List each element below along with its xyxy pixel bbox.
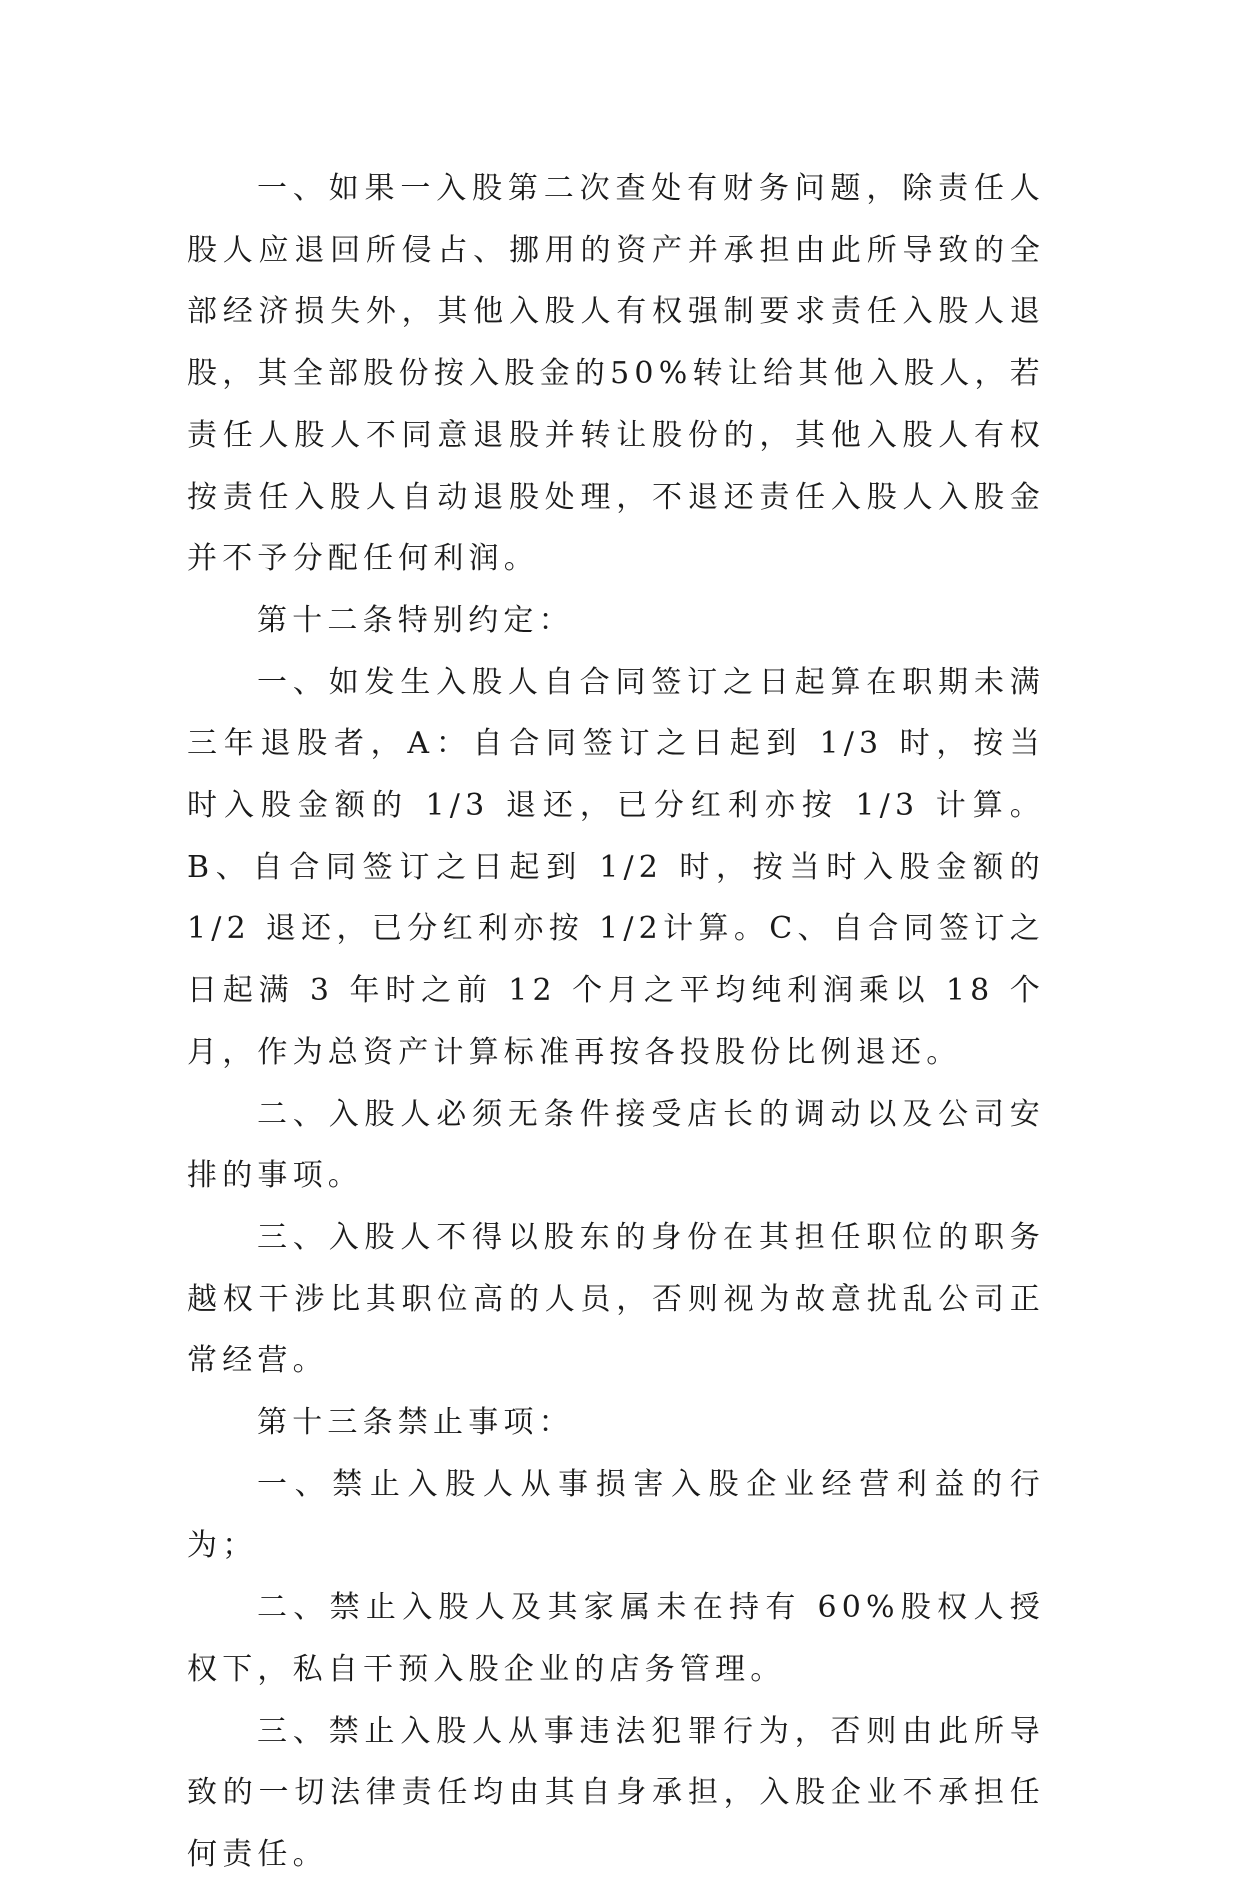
- paragraph-accept-transfer: 二、入股人必须无条件接受店长的调动以及公司安排的事项。: [187, 1096, 1045, 1194]
- heading-article-13: 第十三条禁止事项：: [257, 1405, 574, 1441]
- paragraph-breach-penalty: 一、如果一入股第二次查处有财务问题，除责任人股人应退回所侵占、挪用的资产并承担由此所导致的全部经济损失外，其他入股人有权强制要求责任入股人退股，其全部股份按入股金的50%转让给其他入股人，若责任人股人不同意退股并转让股份的，其他入股人有权按责任入股人自动退股处理，不退还责任入股人入股金并不予分配任何利润。: [187, 171, 1045, 577]
- paragraph-prohibit-interference: 二、禁止入股人及其家属未在持有 60%股权人授权下，私自干预入股企业的店务管理。: [187, 1590, 1045, 1687]
- paragraph-prohibit-illegal: 三、禁止入股人从事违法犯罪行为，否则由此所导致的一切法律责任均由其自身承担，入股企业不承担任何责任。: [187, 1713, 1045, 1872]
- document-body: [187, 158, 1045, 1886]
- heading-article-12: 第十二条特别约定：: [257, 602, 574, 638]
- paragraph-prohibit-harm: 一、禁止入股人从事损害入股企业经营利益的行为；: [187, 1466, 1045, 1564]
- paragraph-no-overreach: 三、入股人不得以股东的身份在其担任职位的职务越权干涉比其职位高的人员，否则视为故意扰乱公司正常经营。: [187, 1219, 1045, 1379]
- paragraph-early-withdrawal: 一、如发生入股人自合同签订之日起算在职期未满三年退股者，A：自合同签订之日起到 1/3 时，按当时入股金额的 1/3 退还，已分红利亦按 1/3 计算。B、自合同签订之日起到 1/2 时，按当时入股金额的 1/2 退还，已分红利亦按 1/2计算。C、自合同签订之日起满 3 年时之前 12 个月之平均纯利润乘以 18 个月，作为总资产计算标准再按各投股份比例退还。: [187, 664, 1045, 1070]
